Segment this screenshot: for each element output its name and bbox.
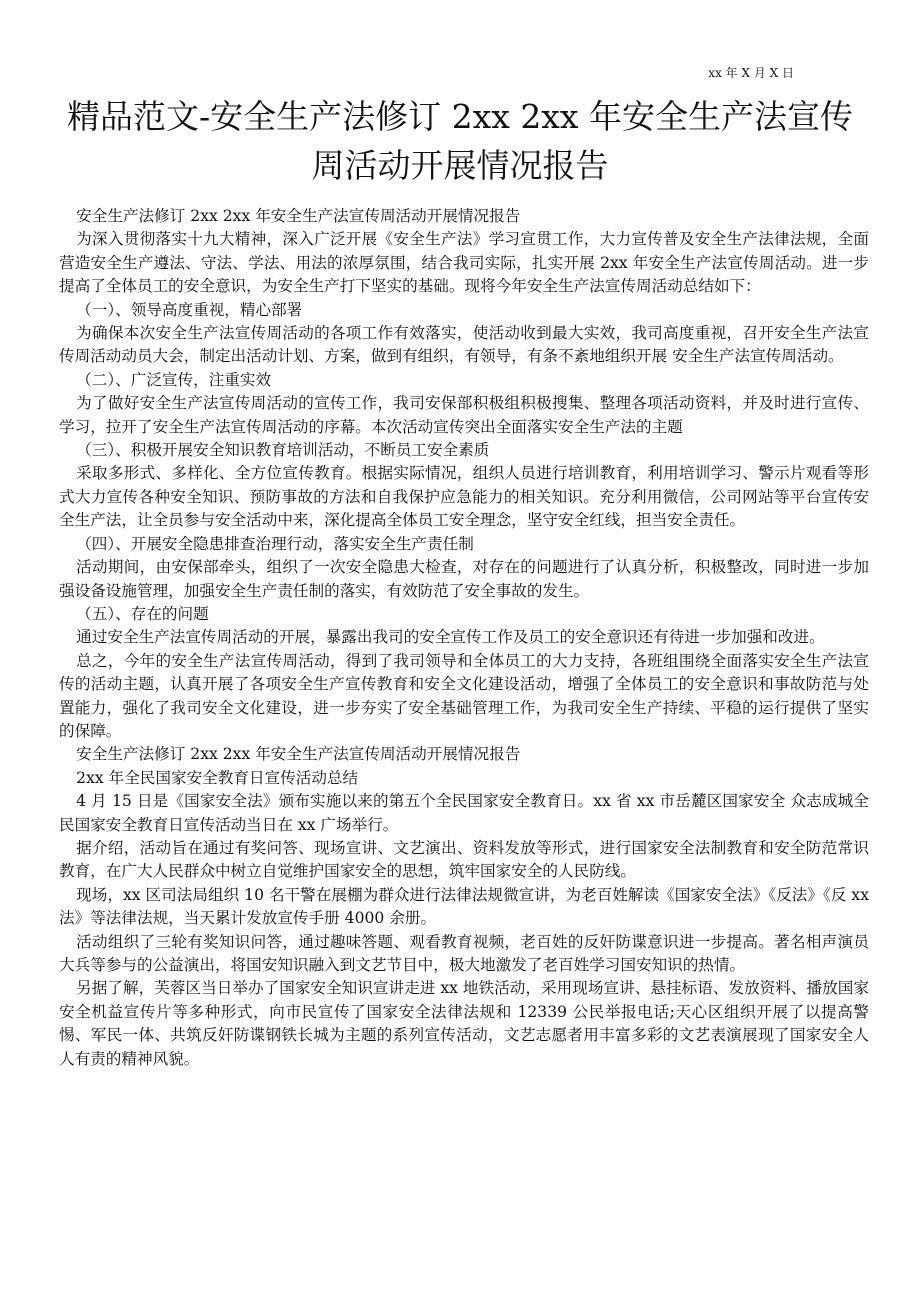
section-heading: （一）、领导高度重视，精心部署 [76, 300, 303, 319]
title-line-2: 周活动开展情况报告 [311, 146, 609, 185]
paragraph: 为深入贯彻落实十九大精神，深入广泛开展《安全生产法》学习宣贯工作，大力宣传普及安全生产法律法规，全面营造安全生产遵法、守法、学法、用法的浓厚氛围，结合我司实际，扎实开展 2xx 年安全生产法宣传周活动。进一步提高了全体员工的安全意识，为安全生产打下坚实的基础。现将今年安全生产法宣传周活动总结如下： [59, 230, 869, 296]
section-heading: （四）、开展安全隐患排查治理行动，落实安全生产责任制 [76, 534, 474, 553]
paragraph: 据介绍，活动旨在通过有奖问答、现场宣讲、文艺演出、资料发放等形式，进行国家安全法制教育和安全防范常识教育，在广大人民群众中树立自觉维护国家安全的思想，筑牢国家安全的人民防线。 [59, 838, 869, 881]
paragraph: 总之，今年的安全生产法宣传周活动，得到了我司领导和全体员工的大力支持，各班组围绕全面落实安全生产法宣传的活动主题，认真开展了各项安全生产宣传教育和安全文化建设活动，增强了全体员工的安全意识和事故防范与处置能力，强化了我司安全文化建设，进一步夯实了安全基础管理工作，为我司安全生产持续、平稳的运行提供了坚实的保障。 [59, 651, 869, 740]
document-date: xx 年 X 月 X 日 [708, 66, 794, 80]
paragraph: 安全生产法修订 2xx 2xx 年安全生产法宣传周活动开展情况报告 [76, 745, 521, 764]
paragraph: 2xx 年全民国家安全教育日宣传活动总结 [76, 768, 359, 787]
paragraph: 通过安全生产法宣传周活动的开展，暴露出我司的安全宣传工作及员工的安全意识还有待进一步加强和改进。 [76, 628, 825, 647]
section-heading: （三）、积极开展安全知识教育培训活动，不断员工安全素质 [76, 441, 490, 460]
paragraph: 为了做好安全生产法宣传周活动的宣传工作，我司安保部积极组积极搜集、整理各项活动资料，并及时进行宣传、学习，拉开了安全生产法宣传周活动的序幕。本次活动宣传突出全面落实安全生产法的主题 [59, 394, 869, 436]
section-heading: （五）、存在的问题 [76, 604, 209, 623]
paragraph: 活动组织了三轮有奖知识问答，通过趣味答题、观看教育视频，老百姓的反奸防谍意识进一步提高。著名相声演员大兵等参与的公益演出，将国安知识融入到文艺节目中，极大地激发了老百姓学习国安知识的热情。 [59, 932, 869, 974]
paragraph: 4 月 15 日是《国家安全法》颁布实施以来的第五个全民国家安全教育日。xx 省 xx 市岳麓区国家安全 众志成城全民国家安全教育日宣传活动当日在 xx 广场举行。 [59, 792, 869, 834]
paragraph: 安全生产法修订 2xx 2xx 年安全生产法宣传周活动开展情况报告 [76, 207, 521, 225]
document-title [40, 92, 880, 190]
paragraph: 活动期间，由安保部牵头，组织了一次安全隐患大检查，对存在的问题进行了认真分析，积极整改，同时进一步加强设备设施管理，加强安全生产责任制的落实，有效防范了安全事故的发生。 [59, 558, 869, 600]
paragraph: 另据了解，芙蓉区当日举办了国家安全知识宣讲走进 xx 地铁活动，采用现场宣讲、悬挂标语、发放资料、播放国家安全机益宣传片等多种形式，向市民宣传了国家安全法律法规和 12339 公民举报电话;天心区组织开展了以提高警惕、军民一体、共筑反奸防谍钢铁长城为主题的系列宣传活动，文艺志愿者用丰富多彩的文艺表演展现了国家安全人人有责的精神风貌。 [59, 979, 869, 1068]
paragraph: 为确保本次安全生产法宣传周活动的各项工作有效落实，使活动收到最大实效，我司高度重视，召开安全生产法宣传周活动动员大会，制定出活动计划、方案，做到有组织，有领导，有条不紊地组织开展 安全生产法宣传周活动。 [59, 324, 869, 366]
paragraph: 现场，xx 区司法局组织 10 名干警在展棚为群众进行法律法规微宣讲，为老百姓解读《国家安全法》《反法》《反 xx 法》等法律法规，当天累计发放宣传手册 4000 余册。 [59, 885, 869, 928]
section-heading: （二）、广泛宣传，注重实效 [76, 370, 272, 389]
document-body [59, 205, 869, 1071]
paragraph: 采取多形式、多样化、全方位宣传教育。根据实际情况，组织人员进行培训教育，利用培训学习、警示片观看等形式大力宣传各种安全知识、预防事故的方法和自我保护应急能力的相关知识。充分利用微信，公司网站等平台宣传安全生产法，让全员参与安全活动中来，深化提高全体员工安全理念，坚守安全红线，担当安全责任。 [59, 464, 869, 530]
title-line-1: 精品范文-安全生产法修订 2xx 2xx 年安全生产法宣传 [66, 97, 854, 136]
